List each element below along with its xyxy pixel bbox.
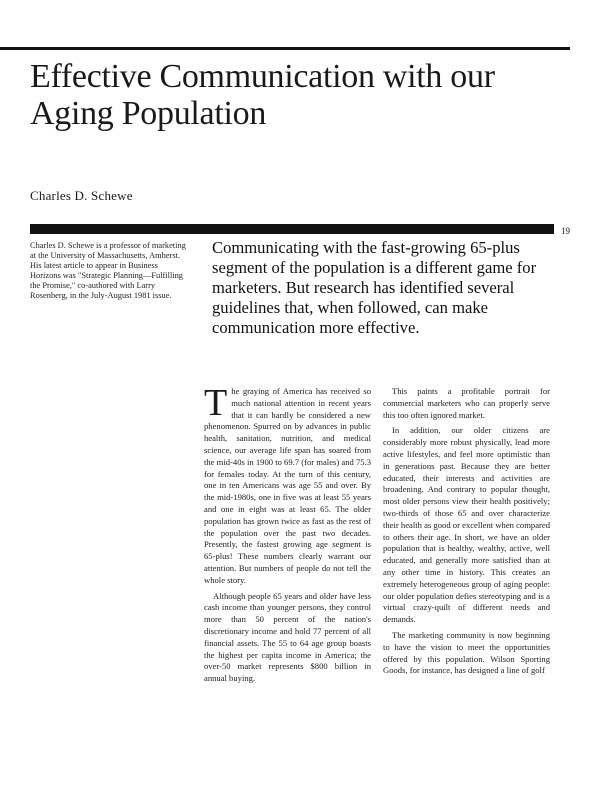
body-column-2 bbox=[383, 386, 550, 786]
body-paragraph bbox=[204, 386, 371, 587]
section-rule bbox=[30, 224, 554, 234]
lead-paragraph: Communicating with the fast-growing 65-plus segment of the population is a different game for marketers. But research has identified several guidelines that, when followed, can make communication more effective. bbox=[212, 238, 537, 337]
body-paragraph: The marketing community is now beginning to have the vision to meet the opportunities offered by this population. Wilson Sporting Goods, for instance, has designed a line of golf bbox=[383, 629, 550, 676]
author-bio: Charles D. Schewe is a professor of marketing at the University of Massachusetts, Amherst. His latest article to appear in Business Horizons was "Strategic Planning—Fulfilling the Promise," co-authored with Larry Rosenberg, in the July-August 1981 issue. bbox=[30, 241, 186, 300]
page-number: 19 bbox=[561, 226, 570, 236]
top-rule bbox=[0, 47, 570, 50]
author-byline: Charles D. Schewe bbox=[30, 188, 133, 203]
body-paragraph-text: he graying of America has received so much national attention in recent years that it can hardly be considered a new phenomenon. Spurred on by advances in public health, sanitation, nutrition, and medical science, our average life span has soared from the mid-40s in 1900 to 69.7 (for males) and 75.3 for females today. At the turn of this century, one in ten Americans was age 55 and over. By the mid-1980s, one in five was at least 55 years and one in eight was at least 65. The older population has grown twice as fast as the rest of the population over the past two decades. Presently, the fastest growing age segment is 65-plus! These numbers clearly warrant our attention. But numbers of people do not tell the whole story. bbox=[204, 386, 371, 585]
body-paragraph: This paints a profitable portrait for commercial marketers who can properly serve this too often ignored market. bbox=[383, 386, 550, 420]
body-paragraph: In addition, our older citizens are considerably more robust physically, lead more active lifestyles, and feel more optimistic than in generations past. Because they are better educated, their interests and activities are broadening. And contrary to popular thought, most older persons view their health positively; two-thirds of those 65 and over characterize their health as good or excellent when compared to others their age. In short, we have an older population that is healthy, wealthy, active, well educated, and generally more satisfied than at any other time in history. This creates an extremely heterogeneous group of aging people: our older population defies stereotyping and is a virtual crazy-quilt of different needs and demands. bbox=[383, 425, 550, 625]
drop-cap: T bbox=[204, 386, 228, 424]
body-paragraph: Although people 65 years and older have less cash income than younger persons, they control more than 50 percent of the nation's discretionary income and hold 77 percent of all financial assets. The 55 to 64 age group boasts the highest per capita income in America; the over-50 market represents $800 billion in annual buying. bbox=[204, 590, 371, 684]
body-column-1 bbox=[204, 386, 371, 786]
article-title: Effective Communication with our Aging Population bbox=[30, 58, 495, 132]
